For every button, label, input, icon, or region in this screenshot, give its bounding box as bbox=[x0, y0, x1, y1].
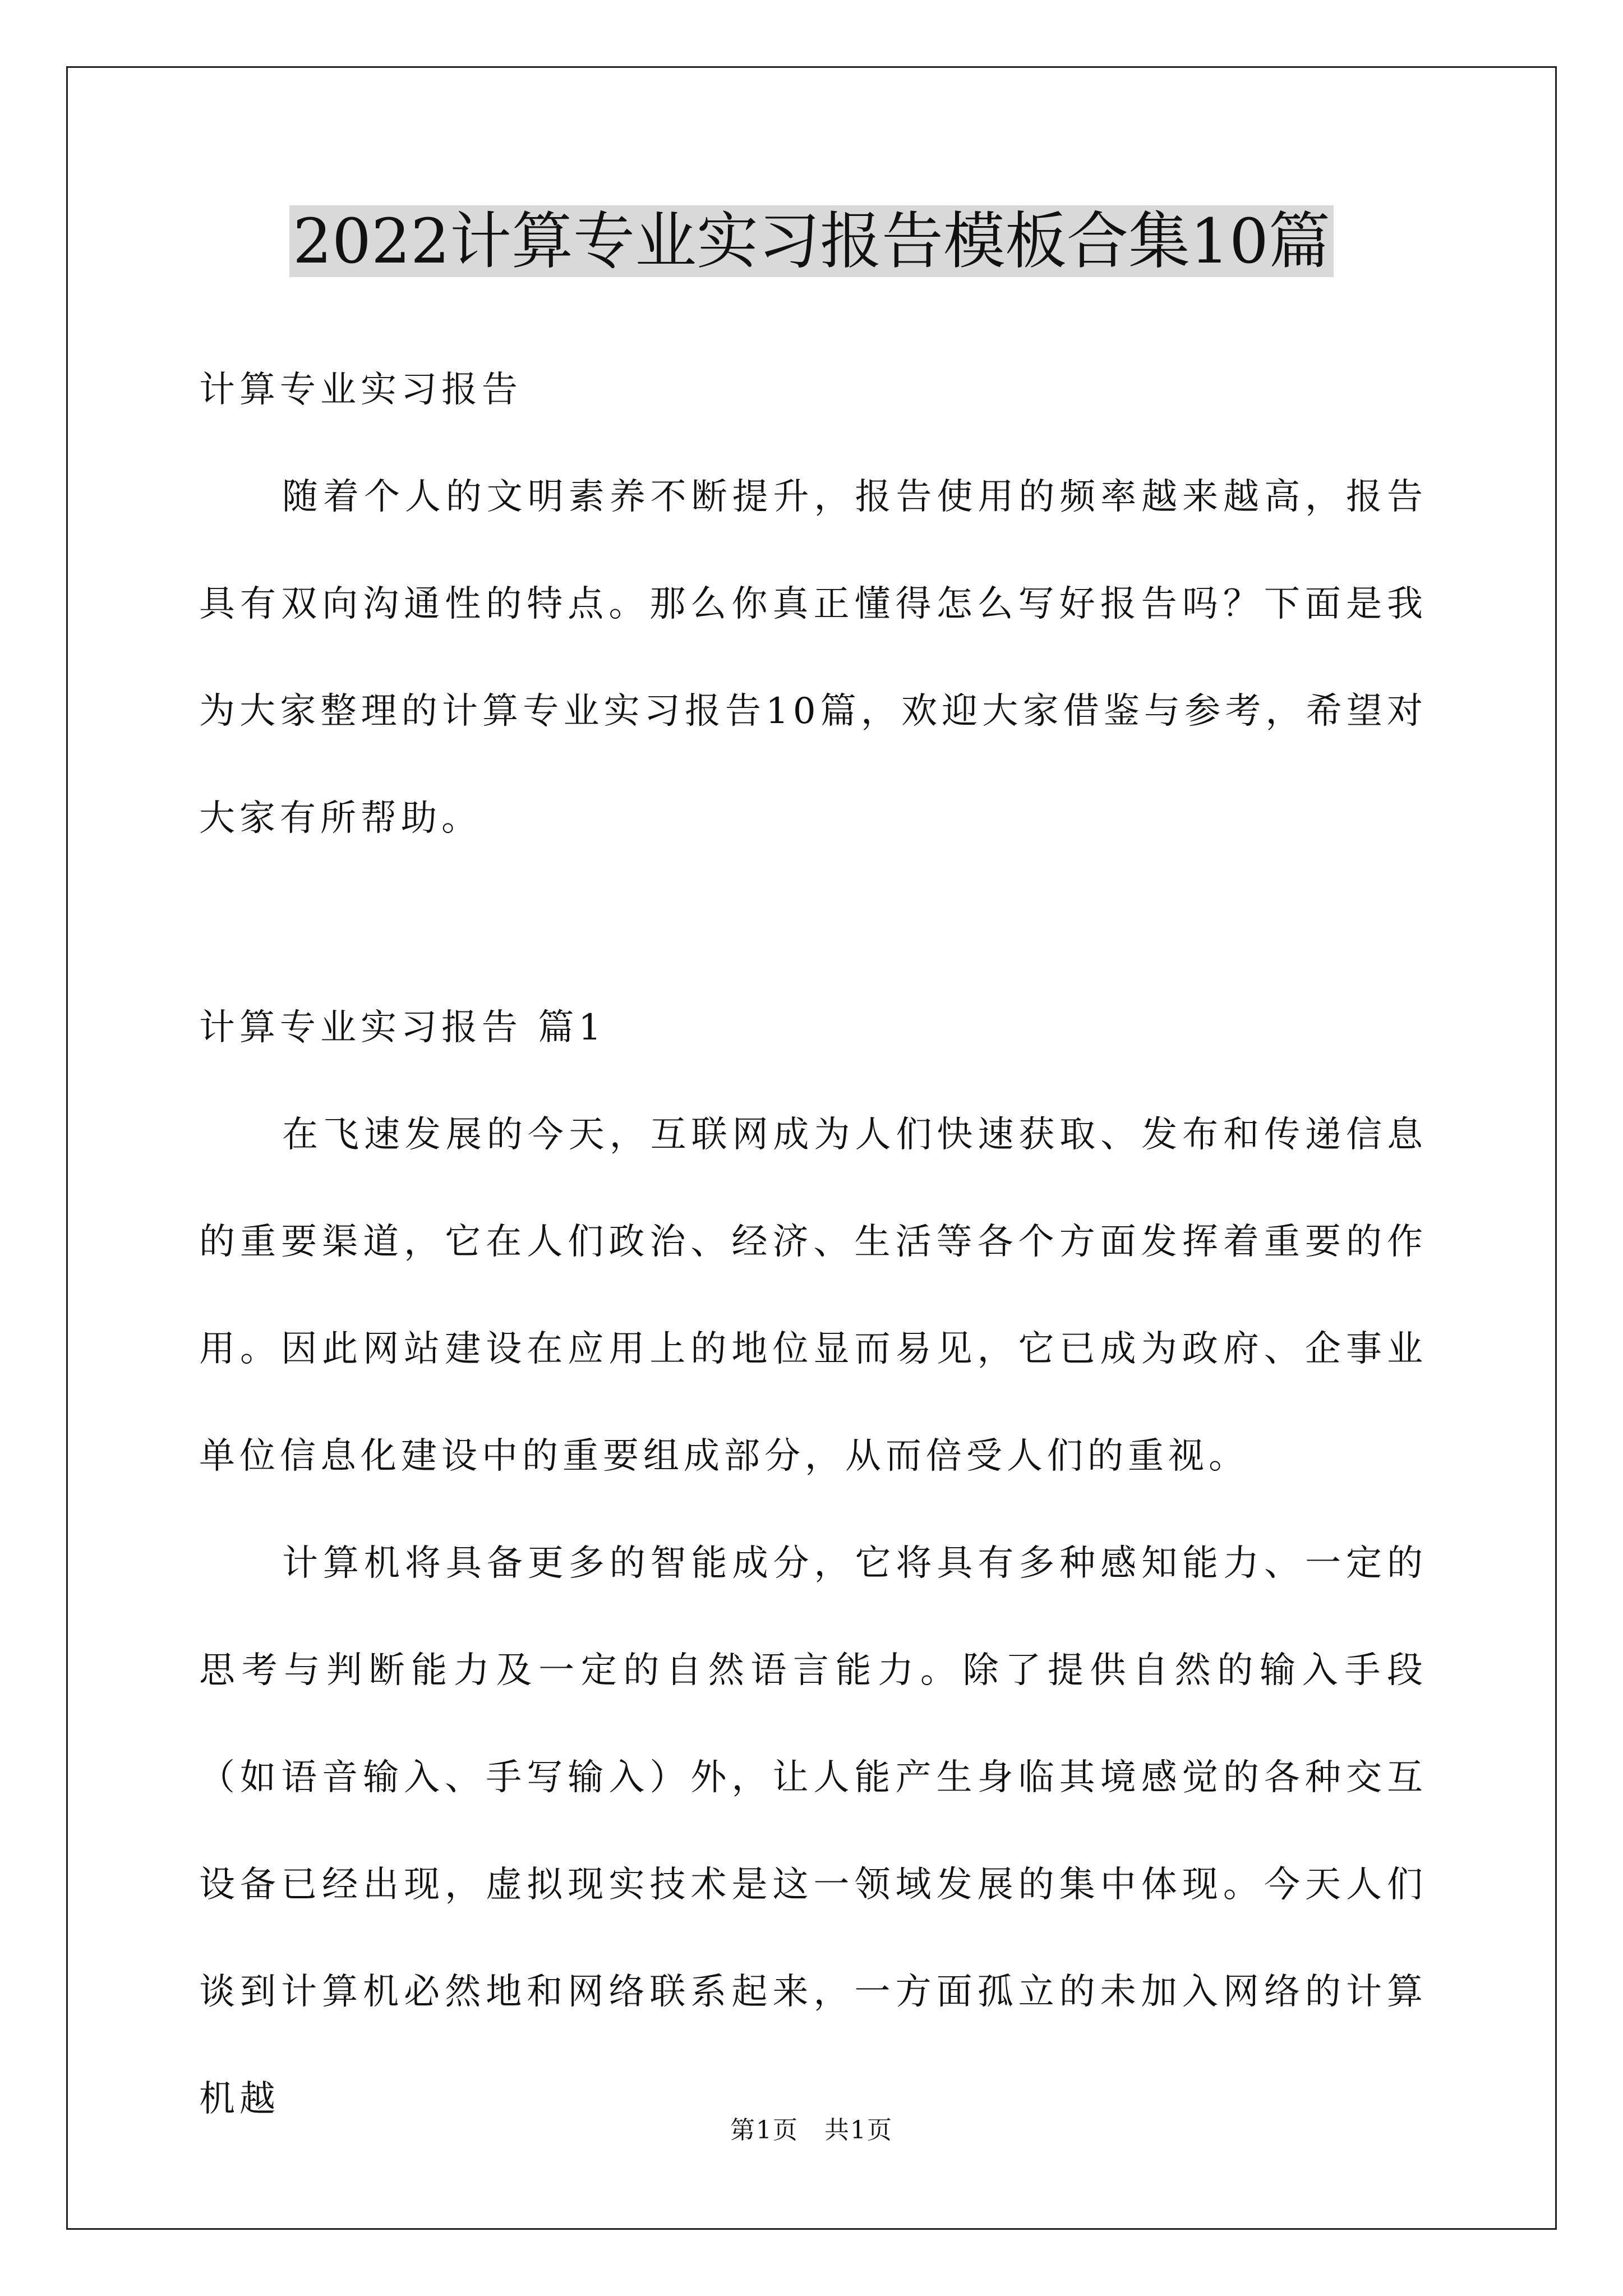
intro-paragraph: 随着个人的文明素养不断提升，报告使用的频率越来越高，报告具有双向沟通性的特点。那么你真正懂得怎么写好报告吗？下面是我为大家整理的计算专业实习报告10篇，欢迎大家借鉴与参考，希望对大家有所帮助。 bbox=[199, 476, 1427, 839]
document-body bbox=[199, 337, 1427, 872]
section-1-paragraph-1: 在飞速发展的今天，互联网成为人们快速获取、发布和传递信息的重要渠道，它在人们政治、经济、生活等各个方面发挥着重要的作用。因此网站建设在应用上的地位显而易见，它已成为政府、企事业单位信息化建设中的重要组成部分，从而倍受人们的重视。 bbox=[199, 1114, 1427, 1477]
document-title-text: 2022计算专业实习报告模板合集10篇 bbox=[289, 205, 1334, 277]
document-title bbox=[0, 202, 1623, 280]
page-footer: 第1页 共1页 bbox=[730, 2116, 893, 2145]
section-1 bbox=[199, 974, 1427, 2153]
section-1-heading: 计算专业实习报告 篇1 bbox=[199, 1007, 606, 1048]
intro-heading: 计算专业实习报告 bbox=[199, 369, 522, 411]
section-1-paragraph-2: 计算机将具备更多的智能成分，它将具有多种感知能力、一定的思考与判断能力及一定的自然语言能力。除了提供自然的输入手段（如语音输入、手写输入）外，让人能产生身临其境感觉的各种交互设备已经出现，虚拟现实技术是这一领域发展的集中体现。今天人们谈到计算机必然地和网络联系起来，一方面孤立的未加入网络的计算机越 bbox=[199, 1543, 1427, 2120]
